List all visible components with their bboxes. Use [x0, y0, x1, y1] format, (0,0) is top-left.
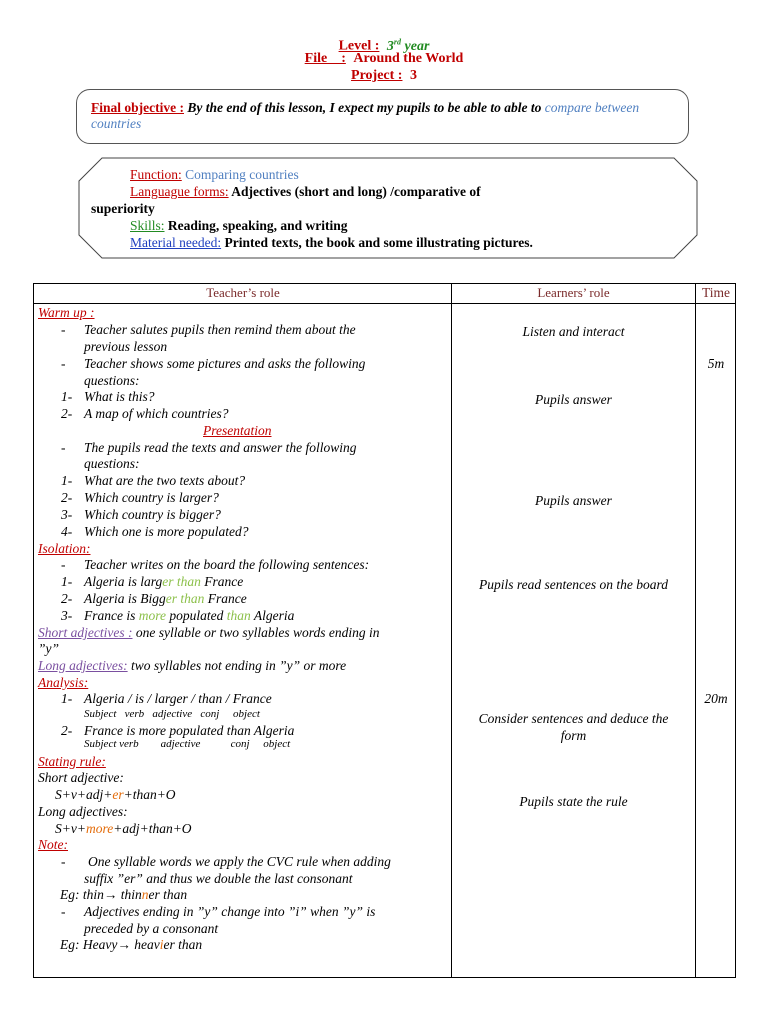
teacher-line: questions: [84, 373, 140, 388]
bullet-dash: - [61, 854, 66, 869]
teacher-line: previous lesson [84, 339, 168, 354]
teacher-line: suffix ”er” and thus we double the last consonant [84, 871, 353, 886]
teacher-line: questions: [84, 456, 140, 471]
objective-body: By the end of this lesson, I expect my pupils to be able to able to [187, 100, 542, 115]
function-line [130, 166, 299, 183]
learner-role: Pupils answer [535, 392, 612, 407]
teacher-line: What are the two texts about? [84, 473, 246, 488]
level-value: 3rd year [386, 37, 430, 54]
teacher-line: Teacher salutes pupils then remind them about the [84, 322, 356, 337]
teacher-line: Which country is bigger? [84, 507, 221, 522]
teacher-line: Teacher writes on the board the following sentences: [84, 557, 370, 572]
function-value: Comparing countries [185, 167, 299, 182]
bullet-dash: - [61, 440, 66, 455]
material-value: Printed texts, the book and some illustrating pictures. [224, 235, 533, 250]
objective-label: Final objective : [91, 100, 184, 115]
teacher-line: The pupils read the texts and answer the following [84, 440, 357, 455]
objective-text [91, 100, 676, 132]
example-2: Eg: Heavy→ heavier than [60, 937, 203, 952]
bullet-dash: - [61, 557, 66, 572]
teacher-line: Which one is more populated? [84, 524, 249, 539]
teacher-line: ”y” [38, 641, 60, 656]
list-number: 2- [61, 723, 73, 738]
objective-highlight-2: between countries [91, 100, 640, 131]
header-learners: Learners’ role [537, 285, 610, 300]
teacher-line: Short adjective: [38, 770, 124, 785]
teacher-line: Which country is larger? [84, 490, 219, 505]
material-line [130, 234, 533, 251]
list-number: 1- [61, 473, 73, 488]
example-1: Eg: thin→ thinner than [60, 887, 188, 902]
bullet-dash: - [61, 904, 66, 919]
teacher-line: France is more populated than Algeria [84, 723, 295, 738]
learner-role: form [560, 728, 587, 743]
isolation-heading: Isolation: [38, 541, 91, 556]
time-value: 20m [704, 691, 728, 706]
stating-rule-heading: Stating rule: [38, 754, 106, 769]
sentence-1: Algeria is larger than France [84, 574, 244, 589]
header-time: Time [701, 285, 730, 300]
warmup-heading: Warm up : [38, 305, 95, 320]
list-number: 2- [61, 406, 73, 421]
presentation-heading: Presentation [203, 423, 272, 438]
file-label: File : [304, 51, 346, 66]
bullet-dash: - [61, 356, 66, 371]
bullet-dash: - [61, 322, 66, 337]
list-number: 1- [61, 574, 73, 589]
long-adjectives-line: Long adjectives: two syllables not ending in ”y” or more [38, 658, 347, 673]
teacher-line: Algeria / is / larger / than / France [84, 691, 272, 706]
project-line [0, 67, 768, 84]
list-number: 2- [61, 591, 73, 606]
learner-role: Pupils read sentences on the board [478, 577, 669, 592]
list-number: 3- [61, 507, 73, 522]
list-number: 2- [61, 490, 73, 505]
forms-label: Languague forms: [130, 184, 229, 199]
sentence-2: Algeria is Bigger than France [84, 591, 247, 606]
teacher-line: Teacher shows some pictures and asks the following [84, 356, 366, 371]
grammar-gloss: Subject verb adjective conj object [84, 708, 260, 720]
file-value: Around the World [353, 51, 464, 66]
teacher-line: One syllable words we apply the CVC rule when adding [88, 854, 391, 869]
time-value: 5m [707, 356, 725, 371]
grammar-gloss: Subject verb adjective conj object [84, 738, 291, 750]
teacher-line: A map of which countries? [84, 406, 229, 421]
skills-line [130, 217, 348, 234]
objective-highlight-1: compare [544, 100, 592, 115]
learner-role: Pupils state the rule [519, 794, 628, 809]
list-number: 1- [61, 389, 73, 404]
level-label: Level : [338, 38, 380, 54]
forms-value: Adjectives (short and long) /comparative of [231, 184, 481, 199]
teacher-line: Long adjectives: [38, 804, 128, 819]
learner-role: Pupils answer [535, 493, 612, 508]
analysis-heading: Analysis: [38, 675, 89, 690]
teacher-line: Adjectives ending in ”y” change into ”i” when ”y” is [84, 904, 376, 919]
sentence-3: France is more populated than Algeria [84, 608, 295, 623]
formula-long: S+v+more+adj+than+O [55, 821, 192, 836]
teacher-line: What is this? [84, 389, 155, 404]
header-teacher: Teacher’s role [206, 285, 280, 300]
list-number: 1- [61, 691, 73, 706]
short-adjectives-line: Short adjectives : one syllable or two syllables words ending in [38, 625, 380, 640]
skills-value: Reading, speaking, and writing [167, 218, 348, 233]
material-label: Material needed: [130, 235, 222, 250]
list-number: 4- [61, 524, 73, 539]
project-value: 3 [409, 68, 417, 83]
learner-role: Listen and interact [522, 324, 625, 339]
file-line [0, 50, 768, 67]
skills-label: Skills: [130, 218, 165, 233]
forms-line [130, 183, 481, 200]
function-label: Function: [130, 167, 182, 182]
learner-role: Consider sentences and deduce the [478, 711, 669, 726]
list-number: 3- [61, 608, 73, 623]
note-heading: Note: [38, 837, 68, 852]
teacher-line: preceded by a consonant [84, 921, 219, 936]
formula-short: S+v+adj+er+than+O [55, 787, 176, 802]
forms-value-cont: superiority [91, 201, 155, 216]
project-label: Project : [351, 68, 403, 83]
